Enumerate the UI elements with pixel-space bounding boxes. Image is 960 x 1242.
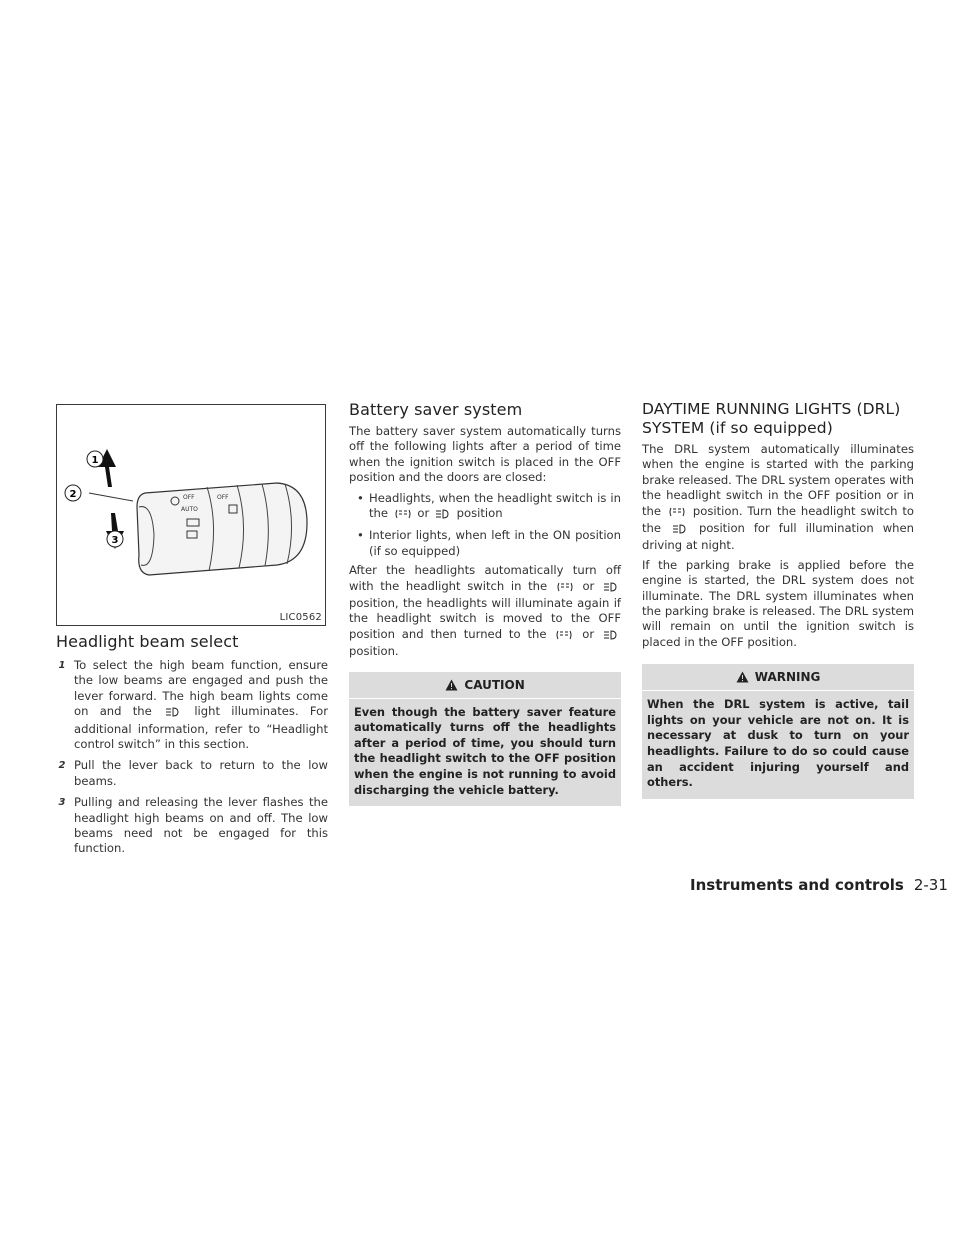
item-text: Pulling and releasing the lever flashes the headlight high beams on and off. The low beams need not be engaged for this function. [74,795,328,856]
list-item [56,758,328,789]
list-item [56,795,328,857]
drl-para1: The DRL system automatically illuminates when the engine is started with the parking brake released. The DRL system operates with the headlight switch in the OFF position or in the position. Turn the headlight switch to the position for full illumination when driving at night. [642,442,915,553]
headlight-icon [165,706,181,721]
heading-battery-saver: Battery saver system [349,400,523,419]
caution-title: CAUTION [464,677,525,692]
item-number: 3 [58,797,66,809]
headlight-icon [603,581,619,596]
battery-intro: The battery saver system automatically turns off the following lights after a period of time when the ignition switch is placed in the OFF position and the doors are closed: [349,424,621,485]
item-text: Pull the lever back to return to the low beams. [74,758,328,788]
battery-para2: After the headlights automatically turn off with the headlight switch in the or position, the headlights will illuminate again if the headlight switch is moved to the OFF position and then turned to the or position. [349,563,621,659]
parking-light-icon [556,581,574,596]
item-text: To select the high beam function, ensure the low beams are engaged and push the lever forward. The high beam lights come on and the [74,658,328,719]
callout-2: 2 [69,489,77,500]
parking-light-icon [394,508,412,523]
page-footer [690,876,948,894]
parking-light-icon [555,629,573,644]
figure-code: LIC0562 [279,612,322,623]
list-item: • Interior lights, when left in the ON position (if so equipped) [349,528,621,559]
warning-header [642,664,914,690]
warning-triangle-icon [736,668,749,690]
warning-triangle-icon [445,676,458,698]
column-middle [349,400,621,806]
caution-text: Even though the battery saver feature automatically turns off the headlights after a period of time, you should turn the headlight switch to the OFF position when the engine is not running to avoid discharging the vehicle battery. [354,704,616,797]
switch-label-auto: AUTO [181,506,198,513]
item-text: light illuminates. For additional information, refer to “Headlight control switch” in this section. [74,704,329,752]
item-number: 2 [58,760,66,772]
callout-1: 1 [91,455,99,466]
callout-3: 3 [111,535,119,546]
footer-section: Instruments and controls [690,876,904,894]
warning-text: When the DRL system is active, tail lights on your vehicle are not on. It is necessary at dusk to turn on your headlights. Failure to do so could cause an accident injuring yourself and others. [647,697,909,790]
lever-illustration [57,405,327,627]
warning-title: WARNING [754,670,821,685]
heading-drl-line2: SYSTEM (if so equipped) [642,419,833,437]
caution-box [349,672,621,807]
column-right [642,400,914,799]
headlight-icon [603,629,619,644]
headlight-icon [672,523,688,538]
heading-drl-line1: DAYTIME RUNNING LIGHTS (DRL) [642,400,901,418]
column-left [56,404,328,857]
headlight-icon [435,508,451,523]
list-item [56,658,328,752]
warning-box [642,664,914,799]
page-number: 2-31 [913,876,948,894]
item-number: 1 [58,660,66,671]
headlight-lever-figure [56,404,326,626]
heading-headlight-beam: Headlight beam select [56,632,239,651]
list-item: • Headlights, when the headlight switch is in the or position [349,491,621,524]
caution-header [349,672,621,698]
switch-label-off-right: OFF [217,494,229,501]
switch-label-off-left: OFF [183,494,195,501]
drl-para2: If the parking brake is applied before the engine is started, the DRL system does not illuminate. The DRL system illuminates when the parking brake is released. The DRL system will remain on until the ignition switch is placed in the OFF position. [642,557,914,649]
parking-light-icon [668,506,686,521]
